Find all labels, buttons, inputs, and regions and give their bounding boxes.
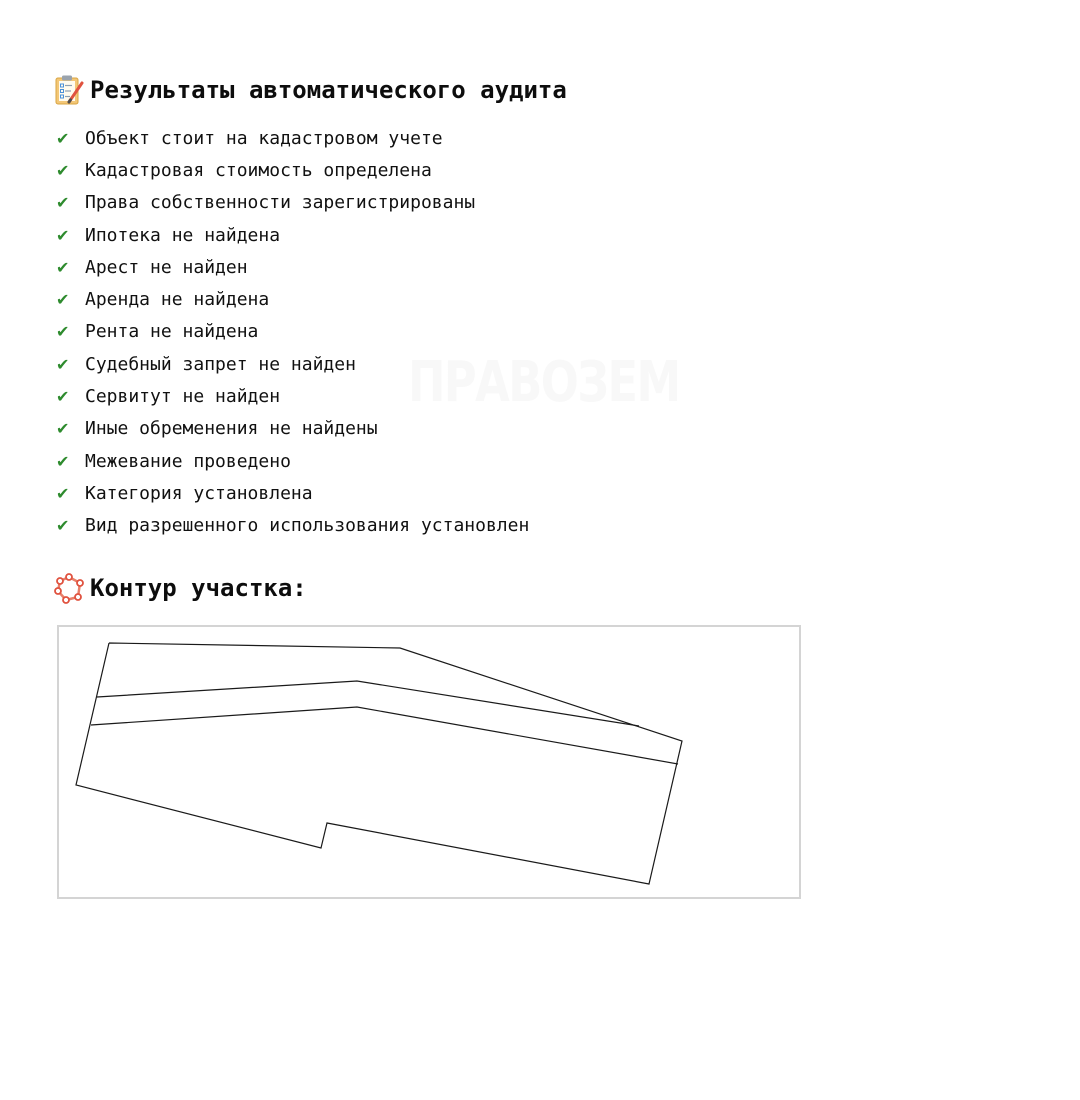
audit-check-item <box>56 316 529 348</box>
audit-check-item <box>56 251 529 283</box>
check-mark-icon: ✔ <box>56 419 70 439</box>
audit-check-label: Судебный запрет не найден <box>85 353 356 375</box>
check-mark-icon: ✔ <box>56 160 70 180</box>
check-mark-icon: ✔ <box>56 451 70 471</box>
audit-check-label: Категория установлена <box>85 482 313 504</box>
check-mark-icon: ✔ <box>56 193 70 213</box>
audit-check-item <box>56 348 529 380</box>
audit-check-label: Объект стоит на кадастровом учете <box>85 127 443 149</box>
audit-check-item <box>56 477 529 509</box>
audit-check-item <box>56 413 529 445</box>
check-mark-icon: ✔ <box>56 257 70 277</box>
audit-check-item <box>56 154 529 186</box>
plot-inner-line-lower <box>91 707 678 764</box>
watermark: ПРАВОЗЕМ <box>408 350 680 415</box>
clipboard-checklist-icon <box>54 74 84 106</box>
audit-check-label: Права собственности зарегистрированы <box>85 192 476 214</box>
check-mark-icon: ✔ <box>56 387 70 407</box>
check-mark-icon: ✔ <box>56 354 70 374</box>
contour-title-text: Контур участка: <box>90 574 307 602</box>
audit-check-label: Вид разрешенного использования установлен <box>85 515 530 537</box>
audit-check-label: Ипотека не найдена <box>85 224 281 246</box>
audit-check-label: Рента не найдена <box>85 321 259 343</box>
audit-check-item <box>56 510 529 542</box>
audit-check-label: Кадастровая стоимость определена <box>85 159 432 181</box>
check-mark-icon: ✔ <box>56 322 70 342</box>
land-plot-outline <box>59 627 803 901</box>
audit-check-item <box>56 187 529 219</box>
plot-boundary-line <box>76 643 682 884</box>
audit-checklist <box>56 122 529 542</box>
contour-section-title <box>54 572 307 604</box>
audit-check-label: Сервитут не найден <box>85 386 281 408</box>
check-mark-icon: ✔ <box>56 128 70 148</box>
audit-section-title <box>54 74 567 106</box>
audit-check-label: Иные обременения не найдены <box>85 418 378 440</box>
audit-title-text: Результаты автоматического аудита <box>90 76 567 104</box>
audit-check-label: Аренда не найдена <box>85 289 270 311</box>
audit-check-item <box>56 380 529 412</box>
check-mark-icon: ✔ <box>56 290 70 310</box>
polygon-contour-icon <box>54 572 84 604</box>
audit-check-item <box>56 283 529 315</box>
check-mark-icon: ✔ <box>56 483 70 503</box>
check-mark-icon: ✔ <box>56 225 70 245</box>
check-mark-icon: ✔ <box>56 516 70 536</box>
audit-check-label: Арест не найден <box>85 256 248 278</box>
audit-check-item <box>56 122 529 154</box>
audit-check-item <box>56 219 529 251</box>
audit-check-item <box>56 445 529 477</box>
audit-check-label: Межевание проведено <box>85 450 291 472</box>
plot-contour-map <box>57 625 801 899</box>
